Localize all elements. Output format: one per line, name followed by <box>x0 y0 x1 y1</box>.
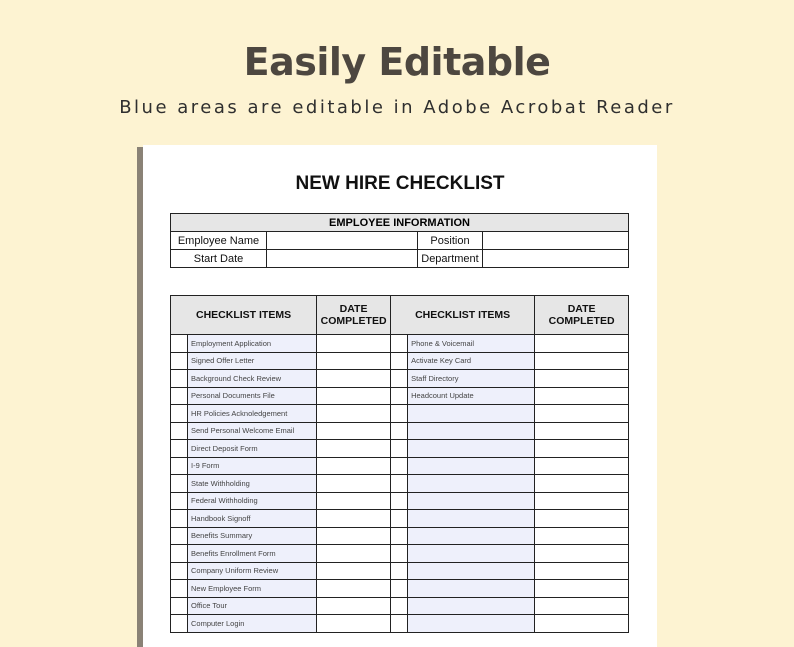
date-field-right[interactable] <box>535 597 629 615</box>
checklist-item-right[interactable] <box>408 580 535 598</box>
date-field-left[interactable] <box>317 422 391 440</box>
checklist-row <box>171 527 629 545</box>
employee-name-label: Employee Name <box>171 232 267 250</box>
checkbox-right[interactable] <box>391 580 408 598</box>
checklist-table <box>170 295 629 633</box>
checklist-row <box>171 405 629 423</box>
date-field-left[interactable] <box>317 615 391 633</box>
date-field-left[interactable] <box>317 545 391 563</box>
checklist-item-right[interactable] <box>408 492 535 510</box>
date-field-left[interactable] <box>317 352 391 370</box>
checkbox-left[interactable] <box>171 475 188 493</box>
checkbox-right[interactable] <box>391 510 408 528</box>
date-field-right[interactable] <box>535 352 629 370</box>
checklist-row <box>171 597 629 615</box>
checklist-items-header-left: CHECKLIST ITEMS <box>171 296 317 335</box>
checkbox-right[interactable] <box>391 562 408 580</box>
date-field-right[interactable] <box>535 580 629 598</box>
checkbox-left[interactable] <box>171 422 188 440</box>
checklist-item-left[interactable]: Benefits Summary <box>188 527 317 545</box>
checkbox-left[interactable] <box>171 562 188 580</box>
date-field-right[interactable] <box>535 335 629 353</box>
checkbox-left[interactable] <box>171 335 188 353</box>
date-field-right[interactable] <box>535 562 629 580</box>
checklist-row <box>171 370 629 388</box>
date-field-left[interactable] <box>317 562 391 580</box>
checkbox-left[interactable] <box>171 370 188 388</box>
checklist-item-left[interactable]: Federal Withholding <box>188 492 317 510</box>
date-field-right[interactable] <box>535 457 629 475</box>
department-field[interactable] <box>483 250 629 268</box>
checklist-item-right[interactable] <box>408 562 535 580</box>
date-field-left[interactable] <box>317 492 391 510</box>
checkbox-right[interactable] <box>391 440 408 458</box>
checklist-item-left[interactable]: Computer Login <box>188 615 317 633</box>
checklist-item-left[interactable]: New Employee Form <box>188 580 317 598</box>
checklist-item-left[interactable]: Handbook Signoff <box>188 510 317 528</box>
date-completed-header-right: DATE COMPLETED <box>535 296 629 335</box>
checklist-row <box>171 510 629 528</box>
checkbox-right[interactable] <box>391 352 408 370</box>
date-field-right[interactable] <box>535 475 629 493</box>
date-field-right[interactable] <box>535 615 629 633</box>
checklist-row <box>171 562 629 580</box>
date-field-right[interactable] <box>535 510 629 528</box>
checklist-item-right[interactable]: Activate Key Card <box>408 352 535 370</box>
checklist-row <box>171 580 629 598</box>
date-field-right[interactable] <box>535 405 629 423</box>
document-title: NEW HIRE CHECKLIST <box>295 173 505 194</box>
checkbox-right[interactable] <box>391 457 408 475</box>
date-field-left[interactable] <box>317 475 391 493</box>
checkbox-right[interactable] <box>391 527 408 545</box>
checklist-item-left[interactable]: State Withholding <box>188 475 317 493</box>
date-field-left[interactable] <box>317 457 391 475</box>
checklist-item-right[interactable] <box>408 422 535 440</box>
date-completed-header-left: DATE COMPLETED <box>317 296 391 335</box>
date-field-left[interactable] <box>317 440 391 458</box>
date-field-right[interactable] <box>535 387 629 405</box>
checkbox-right[interactable] <box>391 405 408 423</box>
date-field-left[interactable] <box>317 597 391 615</box>
checkbox-left[interactable] <box>171 527 188 545</box>
checklist-item-left[interactable]: Direct Deposit Form <box>188 440 317 458</box>
date-field-right[interactable] <box>535 527 629 545</box>
checklist-row <box>171 335 629 353</box>
position-label: Position <box>418 232 483 250</box>
date-field-left[interactable] <box>317 405 391 423</box>
subheadline: Blue areas are editable in Adobe Acrobat Reader <box>119 97 675 118</box>
checklist-item-right[interactable] <box>408 405 535 423</box>
date-field-left[interactable] <box>317 527 391 545</box>
document-page <box>143 145 657 647</box>
checklist-row <box>171 545 629 563</box>
date-field-left[interactable] <box>317 580 391 598</box>
checkbox-left[interactable] <box>171 387 188 405</box>
date-field-left[interactable] <box>317 370 391 388</box>
checklist-item-left[interactable]: Company Uniform Review <box>188 562 317 580</box>
checklist-item-right[interactable] <box>408 597 535 615</box>
start-date-label: Start Date <box>171 250 267 268</box>
date-field-right[interactable] <box>535 545 629 563</box>
checklist-row <box>171 352 629 370</box>
checklist-item-right[interactable] <box>408 475 535 493</box>
start-date-field[interactable] <box>267 250 418 268</box>
checkbox-left[interactable] <box>171 580 188 598</box>
checklist-row <box>171 387 629 405</box>
checkbox-right[interactable] <box>391 422 408 440</box>
checklist-item-right[interactable] <box>408 457 535 475</box>
position-field[interactable] <box>483 232 629 250</box>
date-field-left[interactable] <box>317 510 391 528</box>
checkbox-left[interactable] <box>171 597 188 615</box>
checklist-item-left[interactable]: Signed Offer Letter <box>188 352 317 370</box>
date-field-right[interactable] <box>535 440 629 458</box>
checkbox-right[interactable] <box>391 335 408 353</box>
checklist-item-right[interactable] <box>408 440 535 458</box>
checkbox-left[interactable] <box>171 545 188 563</box>
date-field-left[interactable] <box>317 387 391 405</box>
checklist-item-right[interactable]: Headcount Update <box>408 387 535 405</box>
checkbox-left[interactable] <box>171 615 188 633</box>
employee-info-table <box>170 213 629 268</box>
checklist-item-right[interactable]: Staff Directory <box>408 370 535 388</box>
date-field-right[interactable] <box>535 422 629 440</box>
checkbox-right[interactable] <box>391 597 408 615</box>
checkbox-right[interactable] <box>391 615 408 633</box>
checkbox-right[interactable] <box>391 492 408 510</box>
checklist-item-right[interactable] <box>408 510 535 528</box>
checklist-item-right[interactable] <box>408 545 535 563</box>
checklist-row <box>171 440 629 458</box>
checklist-item-left[interactable]: HR Policies Acknoledgement <box>188 405 317 423</box>
checkbox-left[interactable] <box>171 352 188 370</box>
checklist-row <box>171 475 629 493</box>
checklist-item-right[interactable] <box>408 527 535 545</box>
checklist-item-left[interactable]: Background Check Review <box>188 370 317 388</box>
checkbox-right[interactable] <box>391 545 408 563</box>
date-field-right[interactable] <box>535 370 629 388</box>
checkbox-left[interactable] <box>171 457 188 475</box>
checklist-item-right[interactable]: Phone & Voicemail <box>408 335 535 353</box>
checklist-item-left[interactable]: Benefits Enrollment Form <box>188 545 317 563</box>
checkbox-right[interactable] <box>391 370 408 388</box>
checkbox-left[interactable] <box>171 510 188 528</box>
checklist-item-left[interactable]: Office Tour <box>188 597 317 615</box>
checklist-row <box>171 422 629 440</box>
date-field-right[interactable] <box>535 492 629 510</box>
checklist-item-left[interactable]: Personal Documents File <box>188 387 317 405</box>
checklist-item-left[interactable]: Employment Application <box>188 335 317 353</box>
checklist-row <box>171 615 629 633</box>
checklist-row <box>171 457 629 475</box>
checklist-row <box>171 492 629 510</box>
employee-name-field[interactable] <box>267 232 418 250</box>
employee-info-header: EMPLOYEE INFORMATION <box>171 214 629 232</box>
department-label: Department <box>418 250 483 268</box>
date-field-left[interactable] <box>317 335 391 353</box>
headline: Easily Editable <box>243 40 551 84</box>
checkbox-right[interactable] <box>391 387 408 405</box>
checkbox-left[interactable] <box>171 405 188 423</box>
checkbox-left[interactable] <box>171 492 188 510</box>
checklist-item-left[interactable]: I-9 Form <box>188 457 317 475</box>
checkbox-right[interactable] <box>391 475 408 493</box>
checkbox-left[interactable] <box>171 440 188 458</box>
checklist-item-left[interactable]: Send Personal Welcome Email <box>188 422 317 440</box>
checklist-items-header-right: CHECKLIST ITEMS <box>391 296 535 335</box>
checklist-item-right[interactable] <box>408 615 535 633</box>
